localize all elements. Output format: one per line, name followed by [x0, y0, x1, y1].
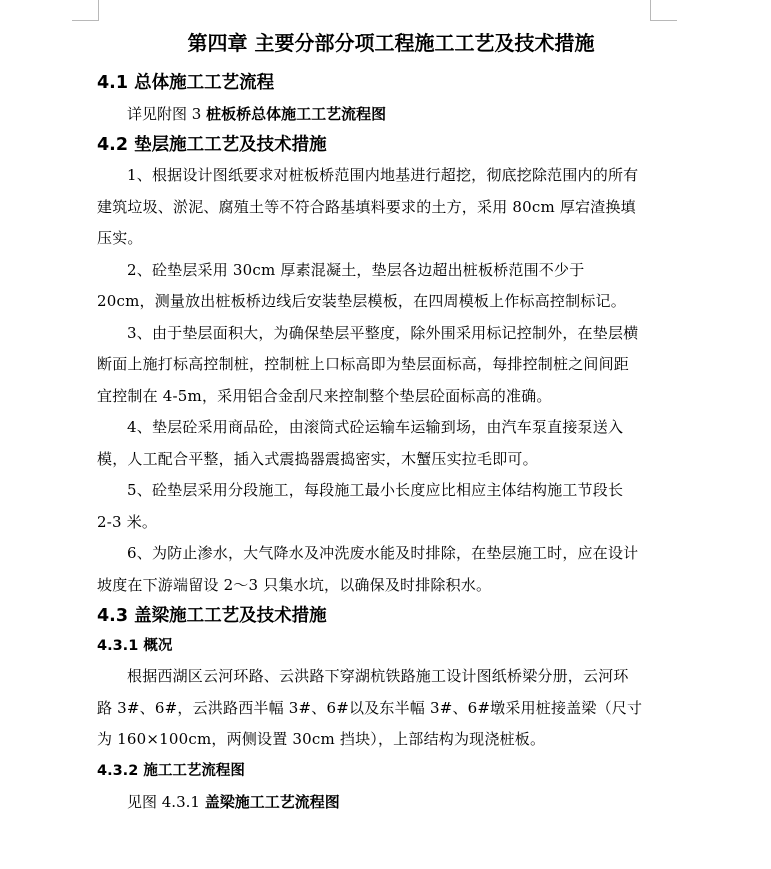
section-heading-4-2: 4.2 垫层施工工艺及技术措施	[97, 135, 327, 155]
subsection-heading-4-3-1: 4.3.1 概况	[97, 638, 173, 654]
paragraph-4-3-1: 根据西湖区云河环路、云洪路下穿湖杭铁路施工设计图纸桥梁分册，云河环路 3#、6#，云洪路西半幅 3#、6#以及东半幅 3#、6#墩采用桩接盖梁（尺寸为 160×100cm，两侧设置 30cm 挡块），上部结构为现浇桩板。	[97, 667, 643, 748]
section-heading-4-1: 4.1 总体施工工艺流程	[97, 73, 275, 93]
reference-figure-title: 桩板桥总体施工工艺流程图	[206, 105, 387, 123]
section-heading-4-3: 4.3 盖梁施工工艺及技术措施	[97, 606, 327, 626]
paragraph-4-2-4: 4、垫层砼采用商品砼，由滚筒式砼运输车运输到场，由汽车泵直接泵送入模，人工配合平整，插入式震捣器震捣密实，木蟹压实拉毛即可。	[97, 418, 624, 468]
page-corner-mark-left	[72, 0, 99, 21]
paragraph-4-2-3: 3、由于垫层面积大，为确保垫层平整度，除外围采用标记控制外，在垫层横断面上施打标高控制桩，控制桩上口标高即为垫层面标高，每排控制桩之间间距宜控制在 4-5m，采用铝合金刮尺来控制整个垫层砼面标高的准确。	[97, 323, 639, 405]
reference-prefix: 详见附图 3	[127, 105, 207, 123]
section-4-1-reference	[97, 98, 643, 130]
paragraph-4-2-6: 6、为防止渗水，大气降水及冲洗废水能及时排除，在垫层施工时，应在设计坡度在下游端留设 2～3 只集水坑，以确保及时排除积水。	[97, 544, 639, 594]
paragraph-4-2-2: 2、砼垫层采用 30cm 厚素混凝土，垫层各边超出桩板桥范围不少于 20cm，测量放出桩板桥边线后安装垫层模板，在四周模板上作标高控制标记。	[97, 260, 626, 310]
section-4-3-2-reference	[97, 786, 643, 818]
page-corner-mark-right	[650, 0, 677, 21]
paragraph-4-2-5: 5、砼垫层采用分段施工，每段施工最小长度应比相应主体结构施工节段长 2-3 米。	[97, 481, 624, 531]
document-page	[97, 26, 643, 818]
reference-figure-title: 盖梁施工工艺流程图	[204, 792, 340, 811]
chapter-title: 第四章 主要分部分项工程施工工艺及技术措施	[187, 31, 595, 55]
reference-prefix: 见图 4.3.1	[127, 792, 205, 811]
subsection-heading-4-3-2: 4.3.2 施工工艺流程图	[97, 762, 245, 779]
paragraph-4-2-1: 1、根据设计图纸要求对桩板桥范围内地基进行超挖，彻底挖除范围内的所有建筑垃圾、淤泥、腐殖土等不符合路基填料要求的土方，采用 80cm 厚宕渣换填压实。	[97, 166, 639, 247]
